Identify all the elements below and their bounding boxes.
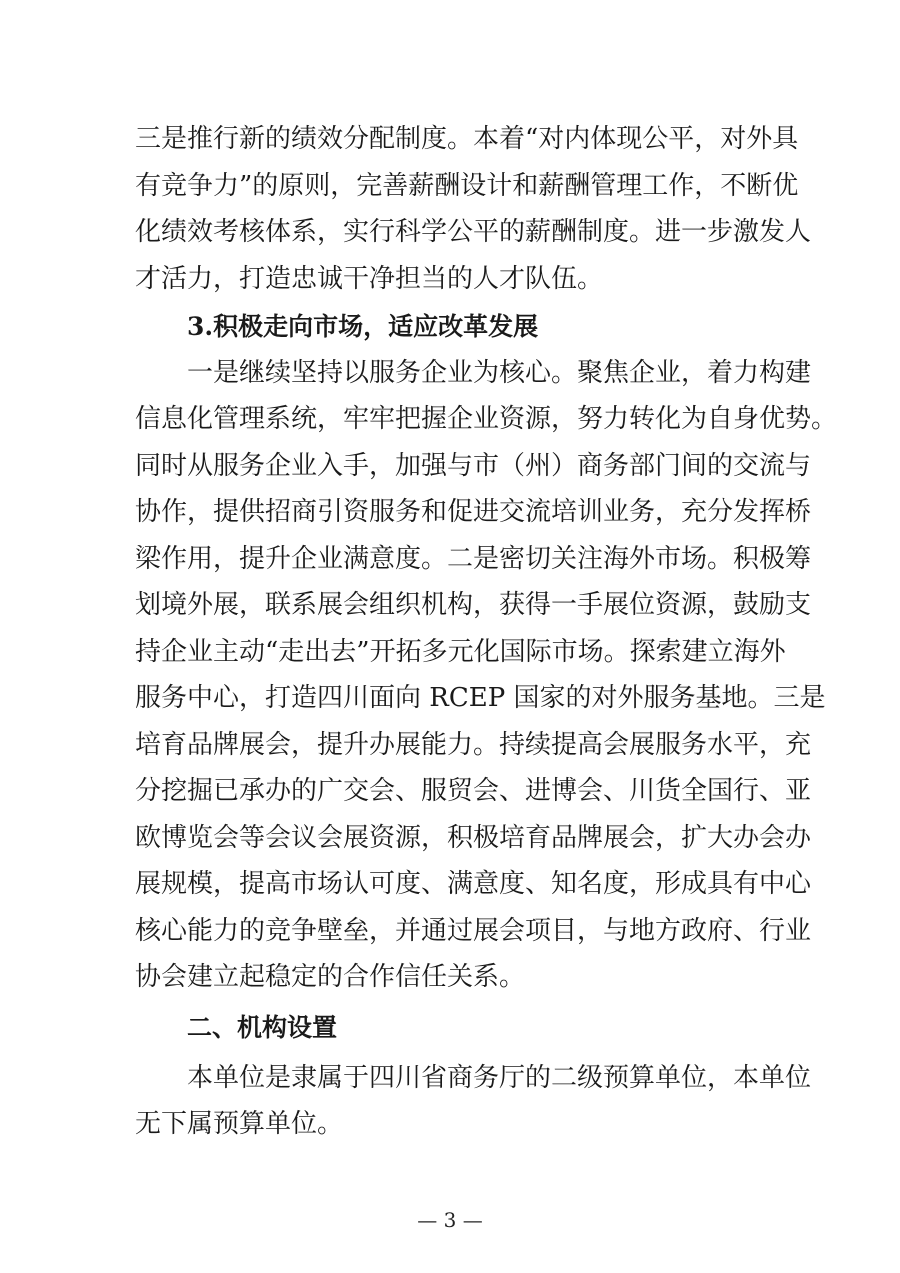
paragraph-line: 划境外展，联系展会组织机构，获得一手展位资源，鼓励支	[135, 590, 812, 620]
paragraph-line: 欧博览会等会议会展资源，积极培育品牌展会，扩大办会办	[135, 823, 812, 853]
paragraph-line: 才活力，打造忠诚干净担当的人才队伍。	[135, 264, 604, 294]
paragraph-line: 持企业主动“走出去”开拓多元化国际市场。探索建立海外	[135, 637, 786, 667]
paragraph-line: 有竞争力”的原则，完善薪酬设计和薪酬管理工作，不断优	[135, 171, 799, 201]
paragraph-line: 化绩效考核体系，实行科学公平的薪酬制度。进一步激发人	[135, 217, 812, 247]
paragraph-line: 一是继续坚持以服务企业为核心。聚焦企业，着力构建	[187, 358, 812, 388]
paragraph-line: 无下属预算单位。	[135, 1109, 344, 1139]
paragraph-line: 核心能力的竞争壁垒，并通过展会项目，与地方政府、行业	[135, 916, 812, 946]
paragraph-line: 分挖掘已承办的广交会、服贸会、进博会、川货全国行、亚	[135, 776, 812, 806]
page-number: — 3 —	[417, 1208, 483, 1232]
paragraph-line: 三是推行新的绩效分配制度。本着“对内体现公平，对外具	[135, 124, 799, 154]
paragraph-line: 协作，提供招商引资服务和促进交流培训业务，充分发挥桥	[135, 497, 812, 527]
subheading: 3.积极走向市场，适应改革发展	[187, 312, 539, 341]
section-heading: 二、机构设置	[187, 1013, 338, 1042]
paragraph-line: 梁作用，提升企业满意度。二是密切关注海外市场。积极筹	[135, 544, 812, 574]
paragraph-line: 服务中心，打造四川面向 RCEP 国家的对外服务基地。三是	[135, 683, 826, 713]
paragraph-line: 同时从服务企业入手，加强与市（州）商务部门间的交流与	[135, 451, 812, 481]
paragraph-line: 培育品牌展会，提升办展能力。持续提高会展服务水平，充	[135, 730, 812, 760]
paragraph-line: 展规模，提高市场认可度、满意度、知名度，形成具有中心	[135, 869, 812, 899]
paragraph-line: 协会建立起稳定的合作信任关系。	[135, 962, 526, 992]
paragraph-line: 本单位是隶属于四川省商务厅的二级预算单位，本单位	[187, 1063, 812, 1093]
paragraph-line: 信息化管理系统，牢牢把握企业资源，努力转化为自身优势。	[135, 404, 838, 434]
